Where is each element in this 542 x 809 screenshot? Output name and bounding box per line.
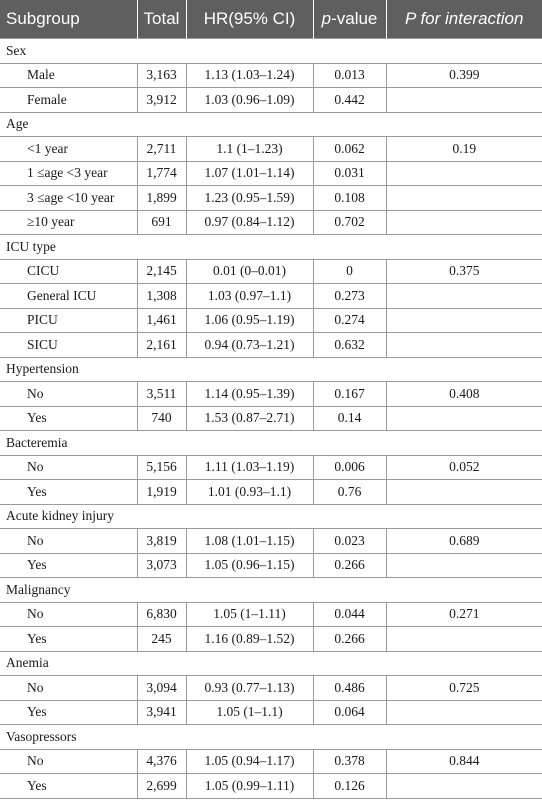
row-hr: 1.06 (0.95–1.19) — [186, 308, 313, 333]
row-total: 6,830 — [137, 602, 186, 627]
table-row — [0, 284, 542, 309]
row-hr: 1.05 (1–1.1) — [186, 700, 313, 725]
row-hr: 0.94 (0.73–1.21) — [186, 333, 313, 358]
header-hr: HR(95% CI) — [186, 0, 313, 39]
row-interaction — [386, 333, 542, 358]
row-label: Yes — [0, 700, 137, 725]
table-row — [0, 186, 542, 211]
table-row — [0, 308, 542, 333]
row-label: General ICU — [0, 284, 137, 309]
row-interaction — [386, 308, 542, 333]
row-p-value: 0.062 — [313, 137, 386, 162]
row-total: 740 — [137, 406, 186, 431]
row-hr: 1.03 (0.96–1.09) — [186, 88, 313, 113]
group-header-row — [0, 235, 542, 260]
row-hr: 1.05 (0.96–1.15) — [186, 553, 313, 578]
row-label: No — [0, 382, 137, 407]
row-total: 5,156 — [137, 455, 186, 480]
row-total: 4,376 — [137, 749, 186, 774]
row-label: No — [0, 529, 137, 554]
row-interaction: 0.844 — [386, 749, 542, 774]
row-hr: 1.05 (0.99–1.11) — [186, 774, 313, 799]
row-hr: 1.23 (0.95–1.59) — [186, 186, 313, 211]
row-total: 245 — [137, 627, 186, 652]
row-hr: 1.08 (1.01–1.15) — [186, 529, 313, 554]
row-interaction: 0.689 — [386, 529, 542, 554]
row-hr: 0.97 (0.84–1.12) — [186, 210, 313, 235]
row-interaction: 0.375 — [386, 259, 542, 284]
table-row — [0, 700, 542, 725]
row-total: 1,774 — [137, 161, 186, 186]
row-interaction — [386, 88, 542, 113]
row-total: 1,308 — [137, 284, 186, 309]
row-total: 3,094 — [137, 676, 186, 701]
table-row — [0, 553, 542, 578]
row-total: 1,919 — [137, 480, 186, 505]
table-row — [0, 480, 542, 505]
row-label: Yes — [0, 480, 137, 505]
group-name: Vasopressors — [0, 725, 542, 750]
row-total: 2,711 — [137, 137, 186, 162]
row-label: CICU — [0, 259, 137, 284]
row-hr: 0.01 (0–0.01) — [186, 259, 313, 284]
table-row — [0, 627, 542, 652]
table-row — [0, 210, 542, 235]
row-interaction — [386, 700, 542, 725]
table-row — [0, 406, 542, 431]
row-hr: 1.05 (0.94–1.17) — [186, 749, 313, 774]
row-label: ≥10 year — [0, 210, 137, 235]
table-header — [0, 0, 542, 39]
row-label: No — [0, 455, 137, 480]
row-p-value: 0.023 — [313, 529, 386, 554]
row-hr: 1.07 (1.01–1.14) — [186, 161, 313, 186]
row-total: 2,699 — [137, 774, 186, 799]
row-interaction: 0.19 — [386, 137, 542, 162]
row-label: No — [0, 749, 137, 774]
row-p-value: 0.274 — [313, 308, 386, 333]
row-interaction — [386, 161, 542, 186]
table-row — [0, 602, 542, 627]
group-header-row — [0, 651, 542, 676]
table-row — [0, 63, 542, 88]
row-p-value: 0.167 — [313, 382, 386, 407]
row-hr: 1.11 (1.03–1.19) — [186, 455, 313, 480]
row-label: PICU — [0, 308, 137, 333]
group-name: Acute kidney injury — [0, 504, 542, 529]
row-p-value: 0 — [313, 259, 386, 284]
row-hr: 1.03 (0.97–1.1) — [186, 284, 313, 309]
group-header-row — [0, 112, 542, 137]
row-label: Yes — [0, 406, 137, 431]
header-subgroup: Subgroup — [0, 0, 137, 39]
row-total: 2,145 — [137, 259, 186, 284]
row-p-value: 0.442 — [313, 88, 386, 113]
row-label: Yes — [0, 627, 137, 652]
row-p-value: 0.378 — [313, 749, 386, 774]
row-total: 3,073 — [137, 553, 186, 578]
row-interaction — [386, 406, 542, 431]
group-header-row — [0, 39, 542, 64]
group-name: Bacteremia — [0, 431, 542, 456]
row-interaction: 0.725 — [386, 676, 542, 701]
row-p-value: 0.044 — [313, 602, 386, 627]
row-interaction: 0.052 — [386, 455, 542, 480]
row-total: 3,912 — [137, 88, 186, 113]
row-label: No — [0, 602, 137, 627]
row-p-value: 0.064 — [313, 700, 386, 725]
row-p-value: 0.031 — [313, 161, 386, 186]
table-row — [0, 749, 542, 774]
group-header-row — [0, 431, 542, 456]
row-interaction — [386, 627, 542, 652]
row-p-value: 0.006 — [313, 455, 386, 480]
row-label: Female — [0, 88, 137, 113]
row-total: 3,819 — [137, 529, 186, 554]
group-name: Hypertension — [0, 357, 542, 382]
group-header-row — [0, 357, 542, 382]
row-p-value: 0.486 — [313, 676, 386, 701]
row-hr: 1.1 (1–1.23) — [186, 137, 313, 162]
group-header-row — [0, 725, 542, 750]
row-label: Male — [0, 63, 137, 88]
row-p-value: 0.108 — [313, 186, 386, 211]
row-hr: 1.16 (0.89–1.52) — [186, 627, 313, 652]
header-p-italic: p — [321, 9, 332, 28]
row-total: 3,941 — [137, 700, 186, 725]
group-header-row — [0, 504, 542, 529]
row-interaction — [386, 774, 542, 799]
row-interaction — [386, 284, 542, 309]
row-total: 1,461 — [137, 308, 186, 333]
row-interaction: 0.408 — [386, 382, 542, 407]
row-p-value: 0.266 — [313, 627, 386, 652]
header-row — [0, 0, 542, 39]
row-label: No — [0, 676, 137, 701]
header-p-rest: -value — [331, 9, 378, 28]
row-hr: 1.01 (0.93–1.1) — [186, 480, 313, 505]
row-label: Yes — [0, 774, 137, 799]
row-hr: 1.14 (0.95–1.39) — [186, 382, 313, 407]
group-name: ICU type — [0, 235, 542, 260]
table-row — [0, 161, 542, 186]
row-interaction: 0.271 — [386, 602, 542, 627]
table-row — [0, 676, 542, 701]
row-p-value: 0.14 — [313, 406, 386, 431]
group-name: Anemia — [0, 651, 542, 676]
table-row — [0, 455, 542, 480]
group-name: Age — [0, 112, 542, 137]
row-interaction: 0.399 — [386, 63, 542, 88]
row-hr: 1.13 (1.03–1.24) — [186, 63, 313, 88]
row-total: 3,163 — [137, 63, 186, 88]
row-hr: 1.05 (1–1.11) — [186, 602, 313, 627]
table-row — [0, 259, 542, 284]
row-interaction — [386, 210, 542, 235]
row-p-value: 0.702 — [313, 210, 386, 235]
header-total: Total — [137, 0, 186, 39]
table-row — [0, 774, 542, 799]
header-p-value — [313, 0, 386, 39]
row-label: SICU — [0, 333, 137, 358]
row-interaction — [386, 553, 542, 578]
row-p-value: 0.632 — [313, 333, 386, 358]
table-row — [0, 137, 542, 162]
row-hr: 1.53 (0.87–2.71) — [186, 406, 313, 431]
row-total: 1,899 — [137, 186, 186, 211]
row-total: 3,511 — [137, 382, 186, 407]
group-name: Malignancy — [0, 578, 542, 603]
header-interaction: P for interaction — [386, 0, 542, 39]
row-label: <1 year — [0, 137, 137, 162]
row-p-value: 0.76 — [313, 480, 386, 505]
row-p-value: 0.266 — [313, 553, 386, 578]
group-header-row — [0, 578, 542, 603]
row-interaction — [386, 186, 542, 211]
row-interaction — [386, 480, 542, 505]
row-p-value: 0.013 — [313, 63, 386, 88]
group-name: Sex — [0, 39, 542, 64]
row-label: 1 ≤age <3 year — [0, 161, 137, 186]
table-body — [0, 39, 542, 799]
table-row — [0, 333, 542, 358]
row-hr: 0.93 (0.77–1.13) — [186, 676, 313, 701]
row-total: 2,161 — [137, 333, 186, 358]
row-total: 691 — [137, 210, 186, 235]
table-row — [0, 88, 542, 113]
row-p-value: 0.126 — [313, 774, 386, 799]
table-row — [0, 529, 542, 554]
row-label: Yes — [0, 553, 137, 578]
row-label: 3 ≤age <10 year — [0, 186, 137, 211]
table-row — [0, 382, 542, 407]
row-p-value: 0.273 — [313, 284, 386, 309]
